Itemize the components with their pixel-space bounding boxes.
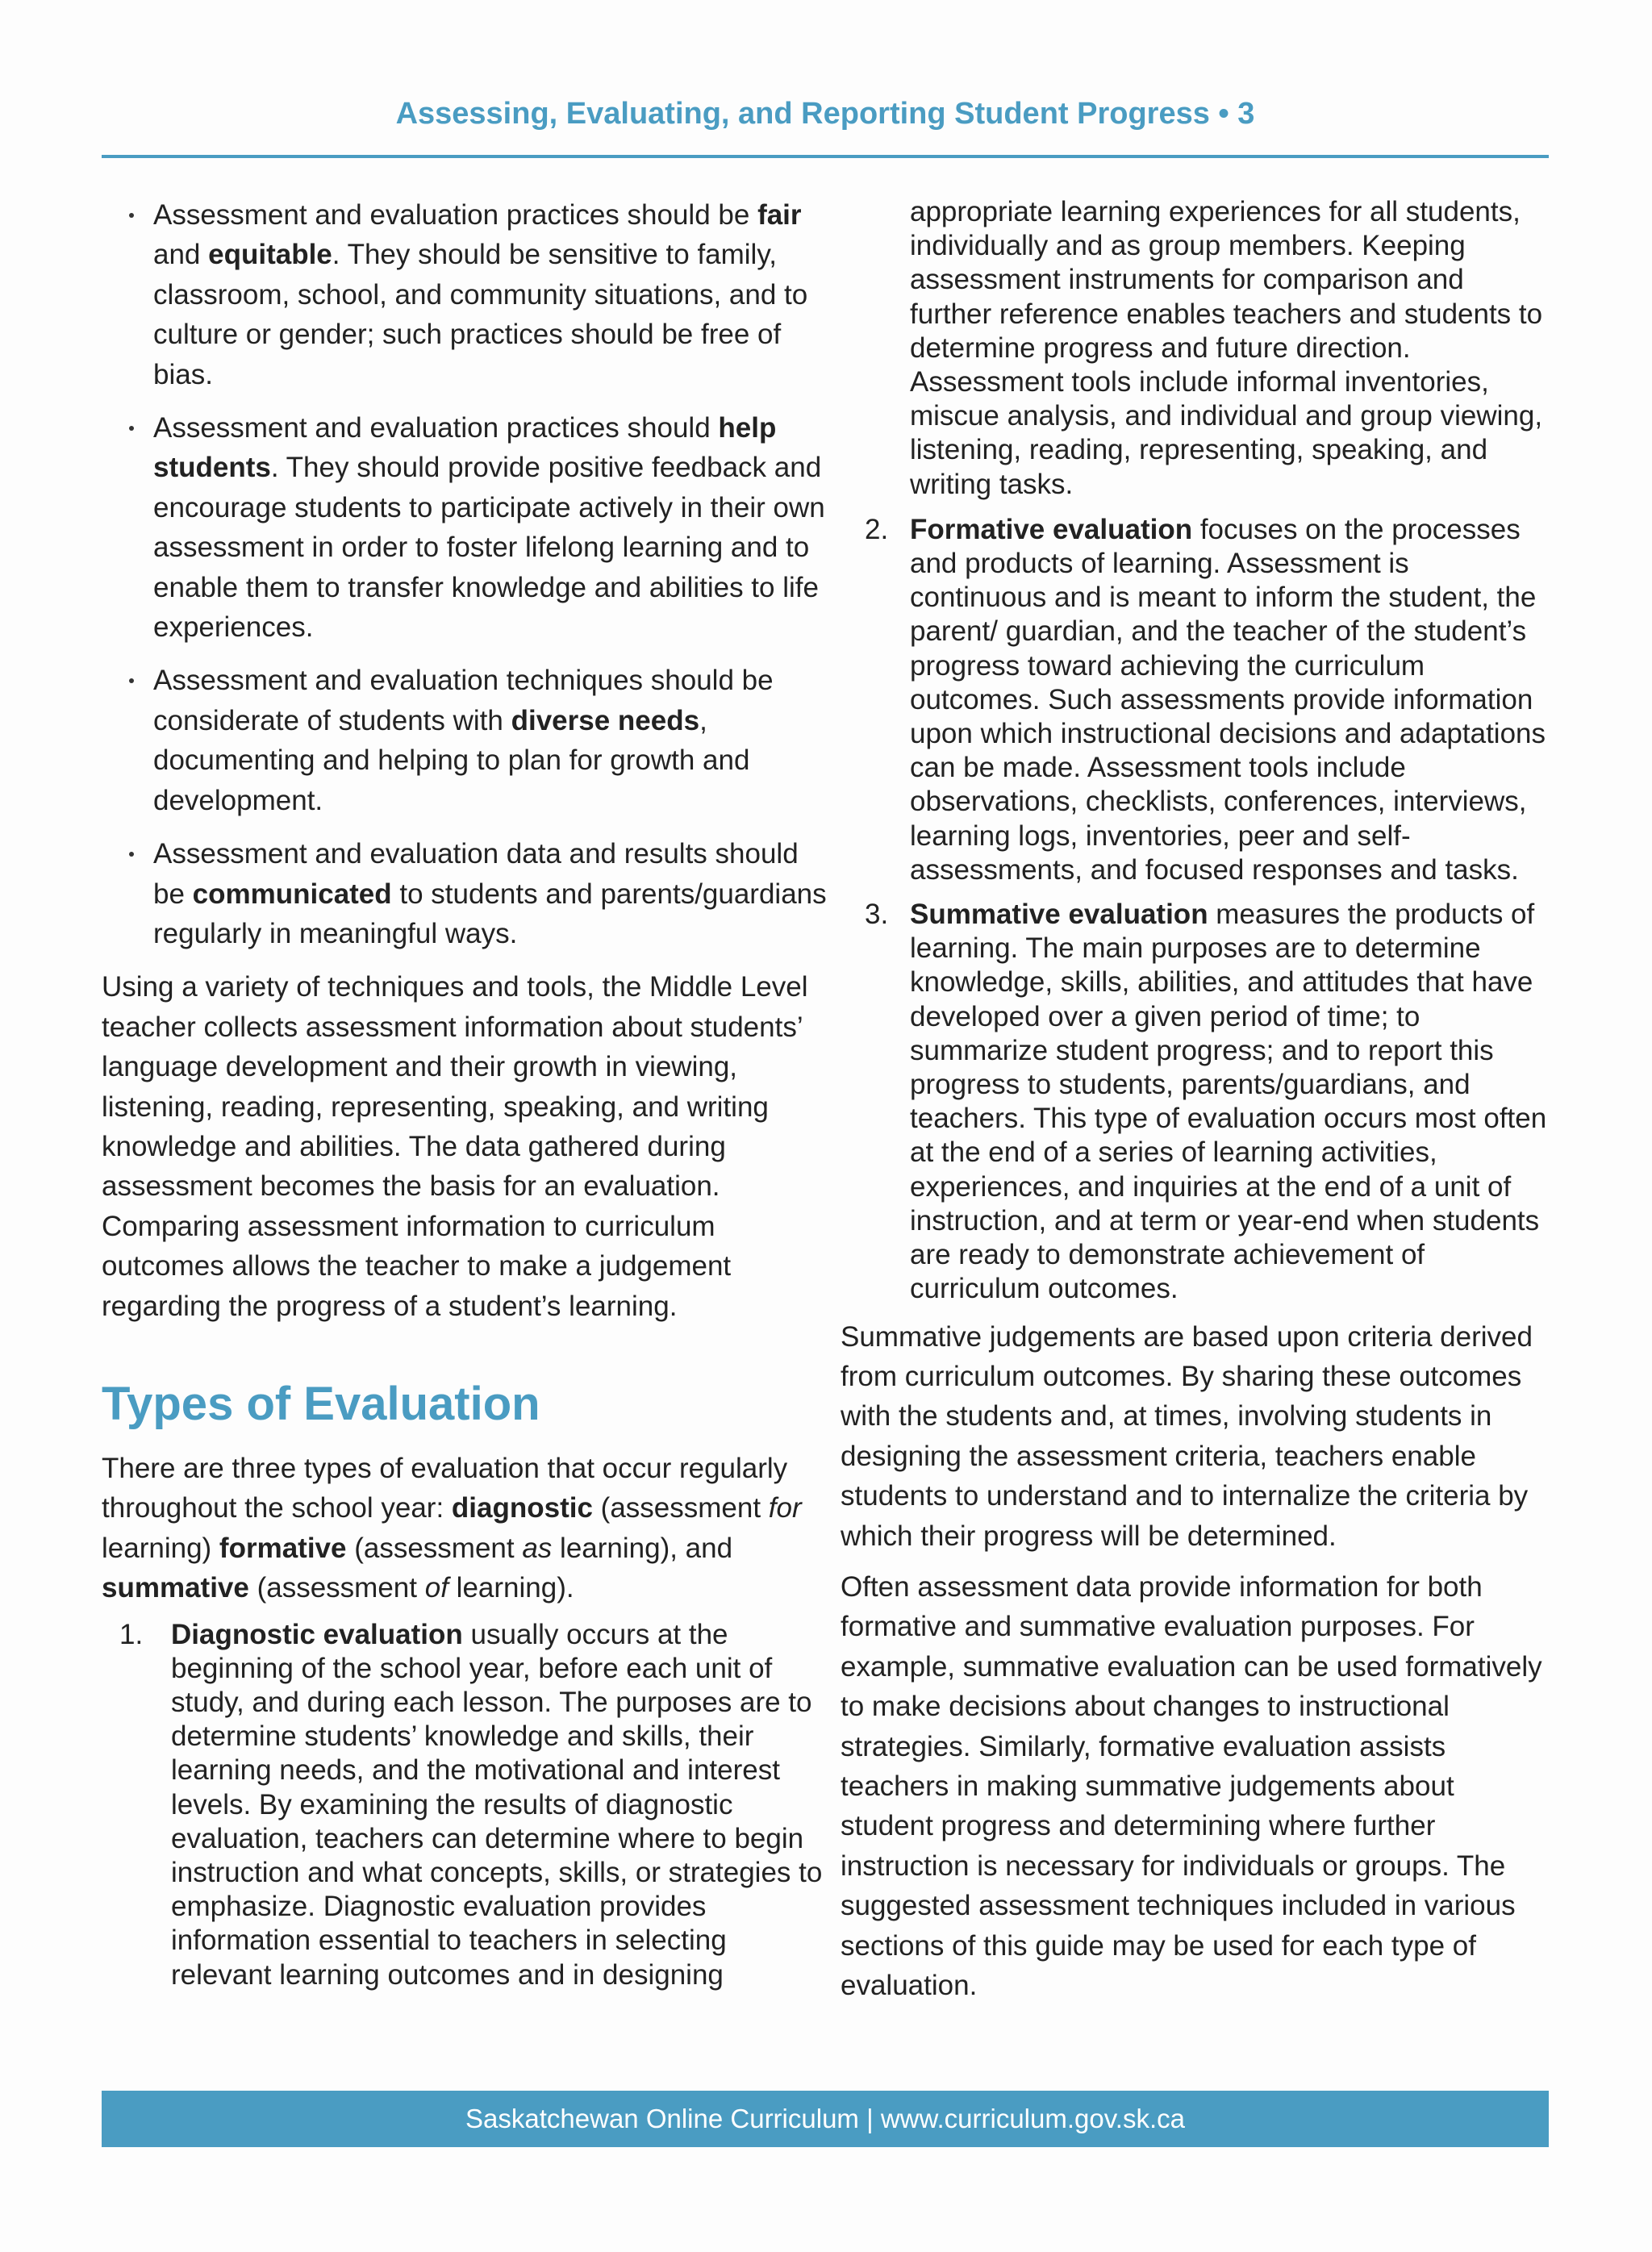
list-item: Assessment and evaluation techniques should be considerate of students with diverse needs, documenting and helping to plan for growth and development. [102, 661, 828, 820]
list-item: Assessment and evaluation data and results should be communicated to students and parents/guardians regularly in meaningful ways. [102, 834, 828, 953]
list-item: Assessment and evaluation practices should be fair and equitable. They should be sensitive to family, classroom, school, and community situations, and to culture or gender; such practices should be free of bias. [102, 195, 828, 394]
body-paragraph: Often assessment data provide information for both formative and summative evaluation purposes. For example, summative evaluation can be used formatively to make decisions about changes to instructional strategies. Similarly, formative evaluation assists teachers in making summative judgements about student progress and determining where further instruction is necessary for individuals or groups. The suggested assessment techniques included in various sections of this guide may be used for each type of evaluation. [841, 1570, 1542, 2001]
footer-bar: Saskatchewan Online Curriculum | www.curriculum.gov.sk.ca [102, 2091, 1549, 2147]
evaluation-types-list-continued [841, 513, 1550, 1307]
body-paragraph: Summative judgements are based upon criteria derived from curriculum outcomes. By sharing these outcomes with the students and, at times, involving students in designing the assessment criteria, teachers enable students to understand and to internalize the criteria by which their progress will be determined. [841, 1320, 1533, 1552]
body-paragraph: Using a variety of techniques and tools, the Middle Level teacher collects assessment information about students’ language development and their growth in viewing, listening, reading, representing, speaking, and writing knowledge and abilities. The data gathered during assessment becomes the basis for an evaluation. Comparing assessment information to curriculum outcomes allows the teacher to make a judgement regarding the progress of a student’s learning. [102, 971, 808, 1322]
page-header: Assessing, Evaluating, and Reporting Student Progress • 3 [395, 97, 1255, 131]
header-divider [102, 155, 1549, 158]
left-column [102, 195, 828, 1992]
item-number: 1. [119, 1618, 144, 1650]
section-title: Types of Evaluation [102, 1377, 540, 1430]
list-item: 2. Formative evaluation focuses on the processes and products of learning. Assessment is continuous and is meant to inform the student, the parent/ guardian, and the teacher of the student’s progress toward achieving the curriculum outcomes. Such assessments provide information upon which instructional decisions and adaptations can be made. Assessment tools include observations, checklists, conferences, interviews, learning logs, inventories, peer and self-assessments, and focused responses and tasks. [865, 513, 1546, 886]
evaluation-types-list [102, 1618, 828, 1992]
item-number: 3. [865, 899, 889, 931]
intro-paragraph: There are three types of evaluation that occur regularly throughout the school year: diagnostic (assessment for learning) formative (assessment as learning), and summative (assessment of learning). [102, 1452, 802, 1604]
list-item-continuation: appropriate learning experiences for all students, individually and as group members. Keeping assessment instruments for comparison and further reference enables teachers and students to determine progress and future direction. Assessment tools include informal inventories, miscue analysis, and individual and group viewing, listening, reading, representing, speaking, and writing tasks. [910, 196, 1543, 500]
principles-list [102, 195, 828, 953]
list-item: 1. Diagnostic evaluation usually occurs at the beginning of the school year, before each unit of study, and during each lesson. The purposes are to determine students’ knowledge and skills, their learning needs, and the motivational and interest levels. By examining the results of diagnostic evaluation, teachers can determine where to begin instruction and what concepts, skills, or strategies to emphasize. Diagnostic evaluation provides information essential to teachers in selecting relevant learning outcomes and in designing [119, 1618, 823, 1991]
right-column [841, 195, 1550, 2005]
list-item: 3. Summative evaluation measures the products of learning. The main purposes are to determine knowledge, skills, abilities, and attitudes that have developed over a given period of time; to summarize student progress; and to report this progress to students, parents/guardians, and teachers. This type of evaluation occurs most often at the end of a series of learning activities, experiences, and inquiries at the end of a unit of instruction, and at term or year-end when students are ready to demonstrate achievement of curriculum outcomes. [865, 899, 1547, 1305]
item-number: 2. [865, 513, 889, 545]
list-item: Assessment and evaluation practices should help students. They should provide positive feedback and encourage students to participate actively in their own assessment in order to foster lifelong learning and to enable them to transfer knowledge and abilities to life experiences. [102, 408, 828, 647]
